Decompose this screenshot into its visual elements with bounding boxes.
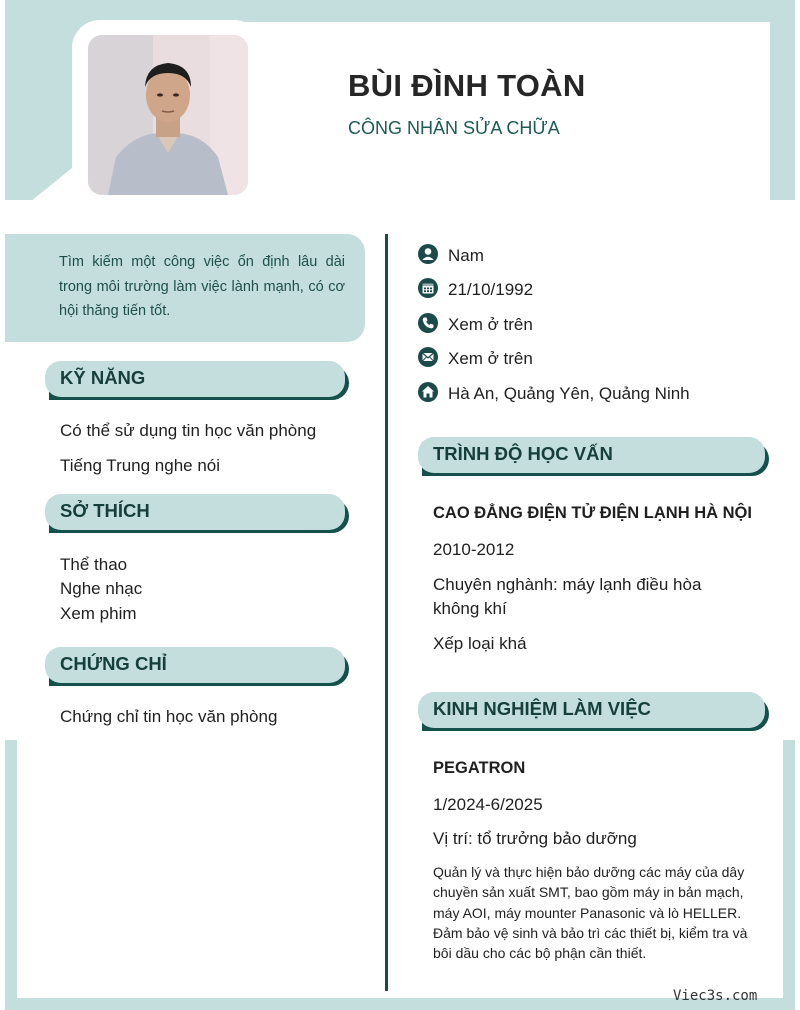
hobby-item: Thể thao (60, 555, 128, 574)
education-years: 2010-2012 (433, 540, 515, 559)
column-divider (385, 234, 388, 991)
phone-value: Xem ở trên (448, 315, 533, 334)
gender-value: Nam (448, 246, 484, 265)
education-major: Chuyên nghành: máy lạnh điều hòa (433, 575, 702, 594)
certificates-title: CHỨNG CHỈ (45, 647, 345, 683)
education-section-header (418, 437, 765, 473)
school-name: CAO ĐẲNG ĐIỆN TỬ ĐIỆN LẠNH HÀ NỘI (433, 504, 752, 522)
experience-title: KINH NGHIỆM LÀM VIỆC (418, 692, 765, 728)
education-major-continued: không khí (433, 599, 507, 618)
education-title: TRÌNH ĐỘ HỌC VẤN (418, 437, 765, 473)
frame-notch (30, 168, 72, 202)
hobbies-title: SỞ THÍCH (45, 494, 345, 530)
email-value: Xem ở trên (448, 349, 533, 368)
hobby-item: Nghe nhạc (60, 579, 143, 598)
skill-item: Tiếng Trung nghe nói (60, 456, 221, 475)
skills-section-header (45, 361, 345, 397)
company-name: PEGATRON (433, 759, 526, 777)
birthday-value: 21/10/1992 (448, 280, 534, 299)
job-title: CÔNG NHÂN SỬA CHỮA (348, 118, 560, 138)
profile-photo (88, 35, 248, 195)
certificates-section-header (45, 647, 345, 683)
candidate-name: BÙI ĐÌNH TOÀN (348, 68, 586, 103)
experience-section-header (418, 692, 765, 728)
hobby-item: Xem phim (60, 604, 137, 623)
experience-position: Vị trí: tổ trưởng bảo dưỡng (433, 829, 637, 848)
experience-description: Quản lý và thực hiện bảo dưỡng các máy của dây chuyền sản xuất SMT, bao gồm máy in bản mạch, máy AOI, máy mounter Panasonic và lò HELLER. Đảm bảo vệ sinh và bảo trì các thiết bị, kiểm tra và bôi dầu cho các bộ phận cần thiết. (433, 864, 748, 962)
email-icon (418, 347, 438, 367)
address-value: Hà An, Quảng Yên, Quảng Ninh (448, 384, 690, 403)
education-grade: Xếp loại khá (433, 634, 527, 653)
watermark: Viec3s.com (673, 988, 758, 1004)
skills-title: KỸ NĂNG (45, 361, 345, 397)
career-objective: Tìm kiếm một công việc ổn định lâu dài trong môi trường làm việc lành mạnh, có cơ hội thăng tiến tốt. (5, 234, 365, 342)
phone-icon (418, 313, 438, 333)
home-icon (418, 382, 438, 402)
calendar-icon (418, 278, 438, 298)
hobbies-section-header (45, 494, 345, 530)
certificate-item: Chứng chỉ tin học văn phòng (60, 707, 278, 726)
experience-period: 1/2024-6/2025 (433, 795, 543, 814)
person-icon (418, 244, 438, 264)
skill-item: Có thể sử dụng tin học văn phòng (60, 421, 317, 440)
